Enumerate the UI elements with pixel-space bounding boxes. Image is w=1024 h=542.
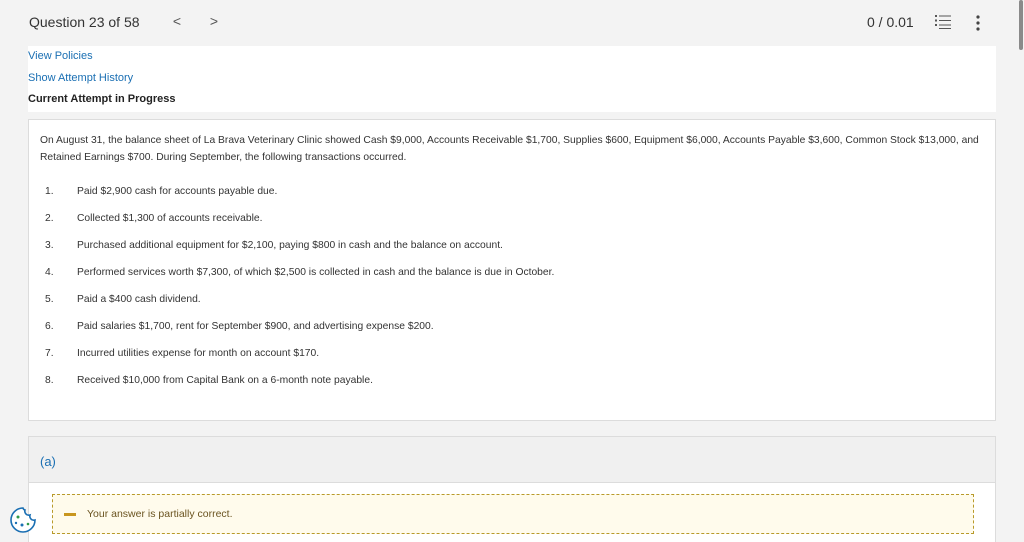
item-number: 3. bbox=[45, 240, 54, 251]
question-header-panel bbox=[28, 46, 996, 112]
item-number: 8. bbox=[45, 375, 54, 386]
item-number: 6. bbox=[45, 321, 54, 332]
list-item bbox=[40, 344, 980, 371]
list-item bbox=[40, 182, 980, 209]
page-scrollbar[interactable] bbox=[1018, 0, 1024, 542]
item-number: 1. bbox=[45, 186, 54, 197]
previous-question-button[interactable]: < bbox=[172, 13, 182, 29]
item-number: 5. bbox=[45, 294, 54, 305]
problem-intro: On August 31, the balance sheet of La Brava Veterinary Clinic showed Cash $9,000, Accounts Receivable $1,700, Supplies $600, Equipment $6,000, Accounts Payable $3,600, Common Stock $13,000, and Retained Earnings $700. During September, the following transactions occurred. bbox=[40, 135, 979, 163]
attempt-status: Current Attempt in Progress bbox=[28, 93, 176, 105]
more-vertical-icon[interactable] bbox=[971, 14, 985, 32]
partial-correct-icon bbox=[64, 513, 76, 516]
list-item bbox=[40, 236, 980, 263]
score-display: 0 / 0.01 bbox=[867, 14, 914, 30]
top-bar bbox=[0, 0, 1018, 46]
item-text: Performed services worth $7,300, of which $2,500 is collected in cash and the balance is due in October. bbox=[77, 267, 555, 278]
transaction-list bbox=[40, 182, 980, 398]
part-label: (a) bbox=[40, 454, 56, 469]
item-text: Received $10,000 from Capital Bank on a 6-month note payable. bbox=[77, 375, 373, 386]
item-text: Incurred utilities expense for month on account $170. bbox=[77, 348, 320, 359]
question-counter: Question 23 of 58 bbox=[29, 14, 140, 30]
part-a-header[interactable] bbox=[29, 437, 995, 483]
list-item bbox=[40, 290, 980, 317]
feedback-text: Your answer is partially correct. bbox=[87, 508, 233, 520]
next-question-button[interactable]: > bbox=[209, 13, 219, 29]
item-text: Collected $1,300 of accounts receivable. bbox=[77, 213, 263, 224]
item-text: Purchased additional equipment for $2,100, paying $800 in cash and the balance on account. bbox=[77, 240, 503, 251]
item-text: Paid salaries $1,700, rent for September $900, and advertising expense $200. bbox=[77, 321, 434, 332]
problem-statement bbox=[28, 119, 996, 421]
scrollbar-thumb[interactable] bbox=[1019, 0, 1023, 50]
view-policies-link[interactable]: View Policies bbox=[28, 50, 93, 62]
list-item bbox=[40, 263, 980, 290]
cookie-icon[interactable] bbox=[9, 506, 37, 534]
item-number: 2. bbox=[45, 213, 54, 224]
part-a-section bbox=[28, 436, 996, 542]
item-number: 4. bbox=[45, 267, 54, 278]
list-item bbox=[40, 209, 980, 236]
show-attempt-history-link[interactable]: Show Attempt History bbox=[28, 72, 134, 84]
item-text: Paid a $400 cash dividend. bbox=[77, 294, 201, 305]
feedback-banner bbox=[52, 494, 974, 534]
list-item bbox=[40, 371, 980, 398]
list-item bbox=[40, 317, 980, 344]
list-icon[interactable] bbox=[935, 14, 951, 30]
item-text: Paid $2,900 cash for accounts payable due. bbox=[77, 186, 278, 197]
item-number: 7. bbox=[45, 348, 54, 359]
